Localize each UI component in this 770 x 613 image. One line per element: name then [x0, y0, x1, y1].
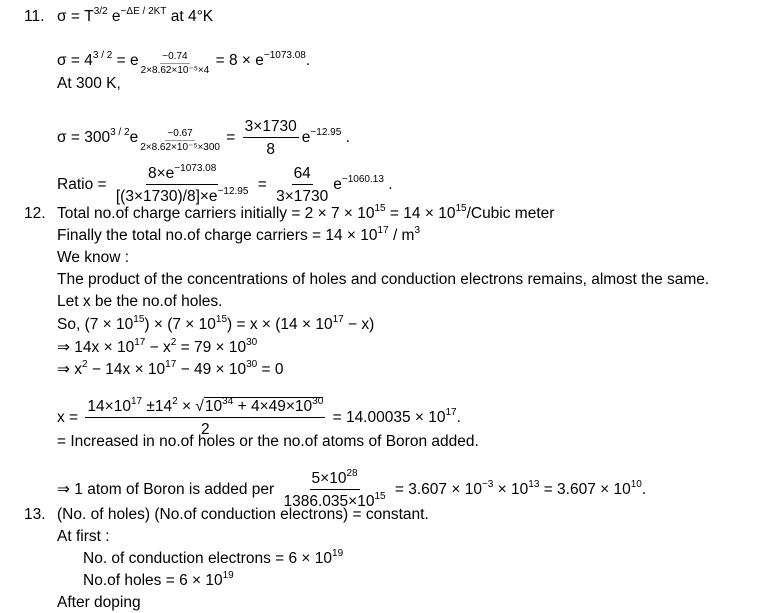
q12-step-1: ⇒ $14x \times 10^{17} - x^2 = 79 \times 10^{30}$: [57, 337, 258, 356]
q12-we-know: We know :: [57, 249, 130, 266]
q13-after-doping: After doping: [57, 594, 141, 611]
q11-formula: $\sigma = T^{3/2}$ $e^{-\Delta E / 2KT}$ at 4°K: [57, 6, 214, 25]
q13-conduction-electrons: No. of conduction electrons = $6 \times 10^{19}$: [83, 548, 344, 567]
q12-equation: So, $(7 \times 10^{15}) \times (7 \times 10^{15}) = x \times (14 \times 10^{17} - x)$: [57, 314, 375, 333]
q13-holes: No.of holes = $6 \times 10^{19}$: [83, 570, 234, 589]
q11-sigma-at-4k: $\sigma = 4^{3 / 2} = e$ $\frac{-0.74}{\text{2×8.62×10⁻⁵×4}}$ = $8 \times e^{-1073.08}$.: [57, 50, 311, 76]
q12-increase-statement: = Increased in no.of holes or the no.of atoms of Boron added.: [57, 433, 479, 450]
question-number-13: 13.: [24, 506, 46, 523]
q12-step-2: ⇒ $x^2 - 14x \times 10^{17} - 49 \times 10^{30} = 0$: [57, 359, 284, 378]
question-number-11: 11.: [24, 8, 45, 25]
q11-ratio: Ratio = $\frac{8\times e^{-1073.08}}{[(3\times 1730)/8]\times e^{-12.95}}$ = $\frac{64}{3\times 1730}$ $e^{-1060.13}$ .: [57, 163, 393, 205]
q12-let-x: Let x be the no.of holes.: [57, 293, 223, 310]
q12-final-carriers: Finally the total no.of charge carriers = $14 \times 10^{17} / m^3$: [57, 225, 421, 244]
q11-sigma-at-300k: $\sigma = 300^{3 / 2}e$ $\frac{-0.67}{\text{2×8.62×10⁻⁵×300}}$ = $\frac{3\times 1730}{8}$ $e^{-12.95}$ .: [57, 118, 350, 158]
q12-quadratic-solution: x = $\frac{14\times 10^{17} \pm 14^2 \times √10^{34} + 4\times 49\times 10^{30}}{2}$ = $14.00035 \times 10^{17}$.: [57, 396, 461, 438]
question-number-12: 12.: [24, 205, 46, 222]
q12-initial-carriers: Total no.of charge carriers initially = $2 \times 7 \times 10^{15} = 14$ × $10^{15}$/Cubic meter: [57, 203, 555, 222]
q13-at-first: At first :: [57, 528, 110, 545]
q12-boron-result: ⇒ 1 atom of Boron is added per $\frac{5\times 10^{28}}{1386.035\times 10^{15}}$ = $3.607 \times 10^{-3} \times 10^{13} = 3.607 \times 10^{10}$.: [57, 468, 647, 510]
q11-at-300k: At 300 K,: [57, 75, 121, 92]
q13-statement: (No. of holes) (No.of conduction electrons) = constant.: [57, 506, 429, 523]
q12-product-statement: The product of the concentrations of holes and conduction electrons remains, almost the same.: [57, 271, 710, 288]
